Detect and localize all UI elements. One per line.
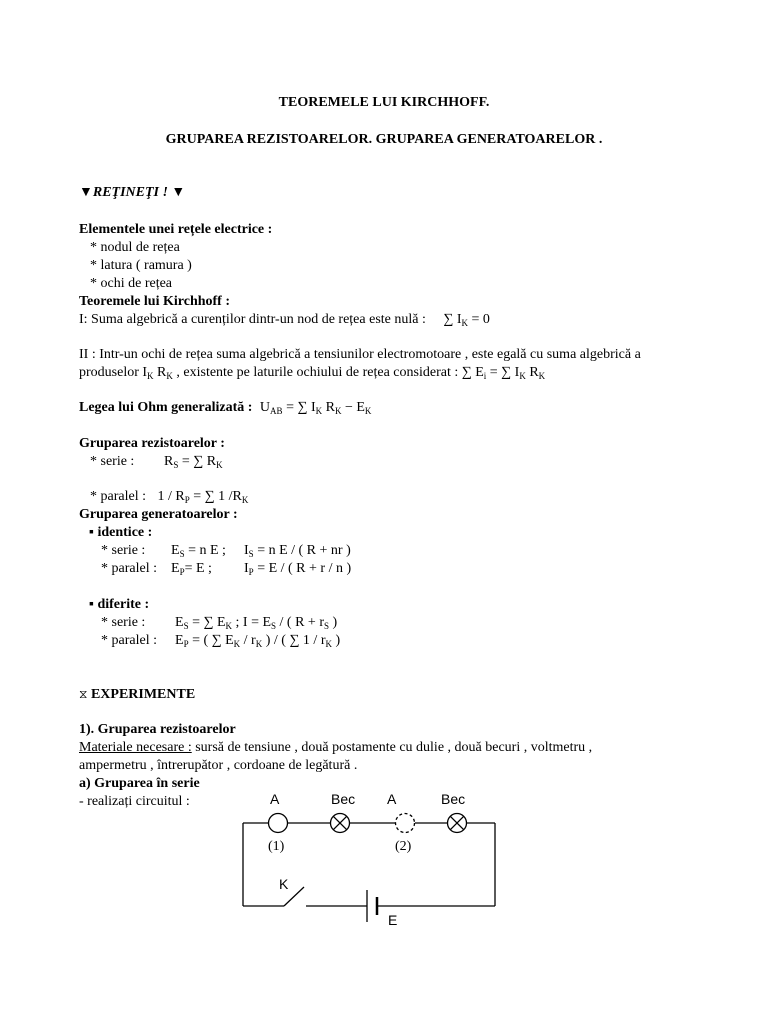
resistors-serie: * serie : $R_S$ = ∑ $R_K$ xyxy=(90,454,223,470)
ammeter-label: A xyxy=(270,791,280,807)
instruction-text: - realizați circuitul : xyxy=(79,794,190,809)
identice-serie: * serie : $E_S = n$ E ; $I_S = n$ E / ( R + nr ) xyxy=(101,543,351,559)
list-item: * nodul de rețea xyxy=(90,240,180,255)
materials-line-2: ampermetru , întrerupător , cordoane de legătură . xyxy=(79,758,358,773)
experiments-heading: ⧖ EXPERIMENTE xyxy=(79,687,196,702)
ammeter-label: A xyxy=(387,791,397,807)
page-title: TEOREMELE LUI KIRCHHOFF. xyxy=(278,95,490,110)
kirchhoff-heading: Teoremele lui Kirchhoff : xyxy=(79,294,230,309)
kirchhoff-theorem-2-line1: II : Intr-un ochi de rețea suma algebrică a tensiunilor electromotoare , este egală cu suma algebrică a xyxy=(79,347,641,362)
materials-text: sursă de tensiune , două postamente cu dulie , două becuri , voltmetru , xyxy=(191,740,593,755)
theorem-1-formula: ∑ $I_K = 0$ xyxy=(443,312,490,328)
ammeter-symbol-dashed xyxy=(396,814,415,833)
resistors-paralel: * paralel : $1 / R_P$ = ∑ 1 $/R_K$ xyxy=(90,489,249,505)
list-item: * latura ( ramura ) xyxy=(90,258,192,273)
generators-diferite: ▪ diferite : xyxy=(89,597,150,612)
list-item: * ochi de rețea xyxy=(90,276,173,291)
ammeter-symbol xyxy=(269,814,288,833)
switch-label: K xyxy=(279,876,289,892)
diferite-paralel: * paralel : $E_P$ = ( ∑ $E_K / r_K$ ) / ( ∑ $1 / r_K$ ) xyxy=(101,633,341,649)
diferite-serie: * serie : $E_S$ = ∑ $E_K$ ; $I = E_S$ / ( $R + r_S$ ) xyxy=(101,615,338,631)
hourglass-icon: ⧖ xyxy=(79,687,88,701)
position-label: (1) xyxy=(268,839,285,854)
identice-paralel: * paralel : $E_P= E$ ; $I_P = E$ / ( R + r / n ) xyxy=(101,561,352,577)
battery-label: E xyxy=(388,912,398,928)
section-title: 1). Gruparea rezistoarelor xyxy=(79,722,236,737)
page-subtitle: GRUPAREA REZISTOARELOR. GRUPAREA GENERATOARELOR . xyxy=(165,132,603,147)
ohm-formula: $U_{AB}$ = ∑ $I_K$ $R_K - E_K$ xyxy=(259,400,372,416)
bulb-label: Bec xyxy=(441,791,466,807)
position-label: (2) xyxy=(395,839,412,854)
materials-label: Materiale necesare : xyxy=(79,740,192,755)
elements-heading: Elementele unei rețele electrice : xyxy=(79,222,273,237)
generators-heading: Gruparea generatoarelor : xyxy=(79,507,238,522)
remember-heading: ▼REŢINEŢI ! ▼ xyxy=(79,185,186,200)
resistors-heading: Gruparea rezistoarelor : xyxy=(79,436,225,451)
theorem-1-text: I: Suma algebrică a curenților dintr-un nod de rețea este nulă : xyxy=(79,312,426,327)
bulb-label: Bec xyxy=(331,791,356,807)
generators-identice: ▪ identice : xyxy=(89,525,153,540)
kirchhoff-theorem-2-line2: produselor $I_K$ $R_K$ , existente pe laturile ochiului de rețea considerat : ∑ $E_i$ = ∑ $I_K$ $R_K$ xyxy=(79,365,546,381)
subsection-title: a) Gruparea în serie xyxy=(79,776,200,791)
ohm-heading: Legea lui Ohm generalizată : xyxy=(79,400,253,415)
